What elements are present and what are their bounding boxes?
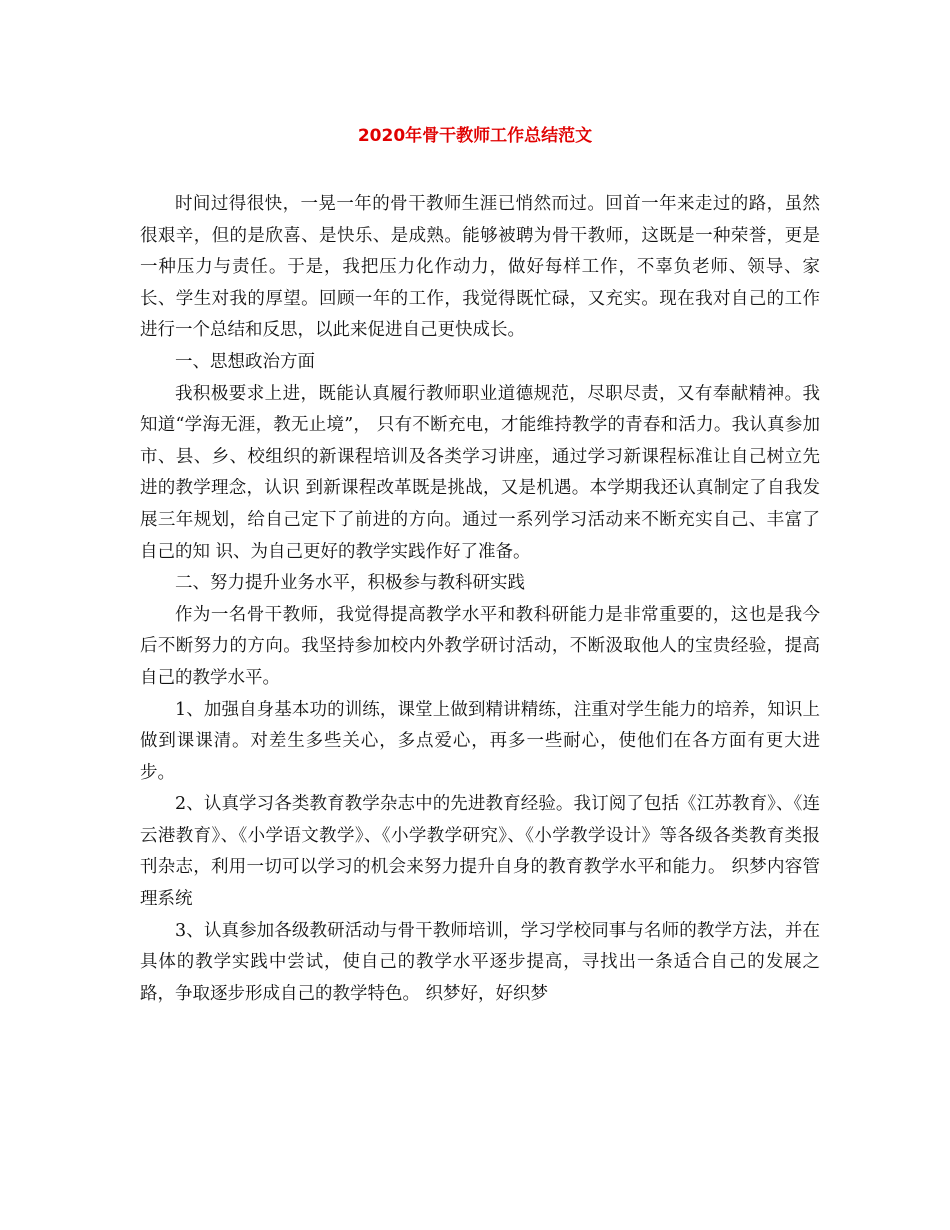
document-title: 2020年骨干教师工作总结范文 <box>357 126 593 146</box>
list-item-1: 1、加强自身基本功的训练，课堂上做到精讲精练，注重对学生能力的培养，知识上做到课课清。对差生多些关心，多点爱心，再多一些耐心，使他们在各方面有更大进步。 <box>140 699 820 783</box>
paragraph-professional: 作为一名骨干教师，我觉得提高教学水平和教科研能力是非常重要的，这也是我今后不断努力的方向。我坚持参加校内外教学研讨活动，不断汲取他人的宝贵经验，提高自己的教学水平。 <box>140 604 820 688</box>
section-heading-professional: 二、努力提升业务水平，积极参与教科研实践 <box>175 573 525 594</box>
document-body <box>140 189 820 1010</box>
paragraph-intro: 时间过得很快，一晃一年的骨干教师生涯已悄然而过。回首一年来走过的路，虽然很艰辛，但的是欣喜、是快乐、是成熟。能够被聘为骨干教师，这既是一种荣誉，更是一种压力与责任。于是，我把压力化作动力，做好每样工作，不辜负老师、领导、家长、学生对我的厚望。回顾一年的工作，我觉得既忙碌，又充实。现在我对自己的工作进行一个总结和反思，以此来促进自己更快成长。 <box>140 194 820 341</box>
paragraph-politics: 我积极要求上进，既能认真履行教师职业道德规范，尽职尽责，又有奉献精神。我知道“学海无涯，教无止境”， 只有不断充电，才能维持教学的青春和活力。我认真参加市、县、乡、校组织的新课程培训及各类学习讲座，通过学习新课程标准让自己树立先进的教学理念，认识 到新课程改革既是挑战，又是机遇。本学期我还认真制定了自我发展三年规划，给自己定下了前进的方向。通过一系列学习活动来不断充实自己、丰富了自己的知 识、为自己更好的教学实践作好了准备。 <box>140 383 820 562</box>
list-item-3: 3、认真参加各级教研活动与骨干教师培训，学习学校同事与名师的教学方法，并在具体的教学实践中尝试，使自己的教学水平逐步提高，寻找出一条适合自己的发展之路，争取逐步形成自己的教学特色。 织梦好，好织梦 <box>140 920 820 1004</box>
list-item-2: 2、认真学习各类教育教学杂志中的先进教育经验。我订阅了包括《江苏教育》、《连云港教育》、《小学语文教学》、《小学教学研究》、《小学教学设计》等各级各类教育类报刊杂志，利用一切可以学习的机会来努力提升自身的教育教学水平和能力。 织梦内容管理系统 <box>140 794 820 910</box>
section-heading-politics: 一、思想政治方面 <box>175 351 315 372</box>
